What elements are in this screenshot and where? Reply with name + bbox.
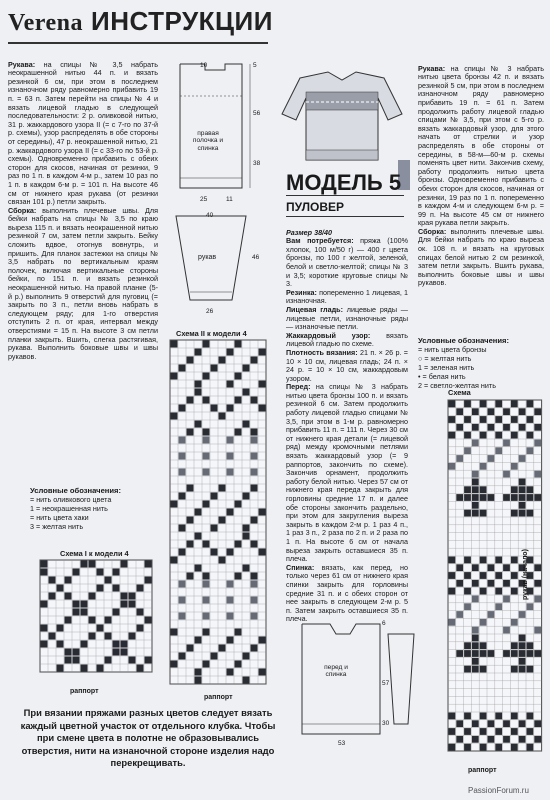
watermark: PassionForum.ru xyxy=(468,786,529,795)
page-header xyxy=(8,6,273,42)
right-text-column xyxy=(418,56,544,328)
size-heading: Размер 38/40 xyxy=(286,227,333,237)
right-legend xyxy=(418,336,544,390)
schema-I-raport-label: раппорт xyxy=(70,688,99,695)
legend-item: = нить цвета хаки xyxy=(30,513,89,522)
dimension-label: 6 xyxy=(382,620,386,627)
front-heading: Перед: xyxy=(286,382,311,392)
back-heading: Спинка: xyxy=(286,562,315,572)
front-piece-label: правая полочка и спинка xyxy=(192,130,224,152)
sborka-paragraph: выполнить плечевые швы. Для бейки набрать на спицы № 3,5 по краю выреза 115 п. и вязать неокрашенной нитью резинкой 7 см, затем петли закрыть. Бейку сложить вдвое, отогнув вовнутрь, и пришить. Для планок застежки на спицы № 3,5 набрать по вертикальным краям полочек, включая вертикальные стороны бейки, по 151 п. и вязать резинкой неокрашенной нитью. На правой планке (5-й р.) выполнить 9 отверстий для пуговиц (= закрыть по 3 п., петли вновь набрать в следующем ряду; для 1-го отверстия отступить 2 п. от края, интервал между отверстиями = 15 п. На высоте 3 см петли планки закрыть. Вшить, слегка растягивая, рукава. Выполнить боковые швы и швы рукавов. xyxy=(8,205,158,361)
dimension-label: 30 xyxy=(382,720,390,727)
dimension-label: 57 xyxy=(382,680,390,687)
legend-item: = нить оливкового цвета xyxy=(30,495,112,504)
legend-item: 3 = желтая нить xyxy=(30,522,84,531)
dimension-label: 46 xyxy=(252,254,260,261)
body-piece-diagram xyxy=(290,614,420,744)
dimension-label: 40 xyxy=(206,212,214,219)
dimension-label: 56 xyxy=(253,110,261,117)
dimension-label: 38 xyxy=(253,160,261,167)
dimension-label: 26 xyxy=(206,308,214,315)
legend-item: 2 = светло-желтая нить xyxy=(418,381,496,390)
dimension-label: 53 xyxy=(338,740,346,747)
sborka-heading: Сборка: xyxy=(418,226,447,236)
sborka-paragraph: выполнить плечевые швы. Для бейки набрать по краю выреза ок. 108 п. и вязать на круговых спицах белой нитью 2 см резинкой, затем петли закрыть. Вшить рукава, выполнить боковые швы и швы рукавов. xyxy=(418,226,544,288)
brand-logo: Verena xyxy=(8,10,83,36)
legend-item: ○ = желтая нить xyxy=(418,354,472,363)
stockinette-heading: Лицевая гладь: xyxy=(286,304,343,314)
legend-title: Условные обозначения: xyxy=(30,486,122,495)
legend-item: = нить цвета бронзы xyxy=(418,345,487,354)
dimension-label: 10 xyxy=(200,62,208,69)
middle-text-column xyxy=(286,220,409,624)
rukava-paragraph: на спицы № 3,5 набрать неокрашенной нитью 44 п. и вязать резинкой 6 см, при этом в последнем изнаночном ряду равномерно прибавить 19 п. = 63 п. Затем перейти на спицы № 4 и вязать лицевой гладью в следующей последовательности: 2 р. оливковой нитью, 31 р. жаккардового узора II (= с 7-го по 37-й р. схемы), узор распределять в обе стороны от середины), 47 р. неокрашенной нитью, 21 р. жаккардового узора II (= с 33-го по 53-й р. схемы). Одновременно прибавить с обеих сторон для скосов, начиная от резинки, 9 раз по 1 п. в каждом 4-м р., затем 10 раз по 1 п. в каждом 6-м р. = 101 п. На высоте 46 см от нижнего края рукава (от резинки связан 101 р.) петли закрыть. xyxy=(8,59,158,207)
model-title-rule xyxy=(286,195,404,196)
model-subtitle-rule xyxy=(286,216,404,217)
page-title: ИНСТРУКЦИИ xyxy=(91,6,273,36)
sleeve-diagram xyxy=(170,208,260,318)
right-schema-label: Схема xyxy=(448,388,471,397)
dimension-label: 25 xyxy=(200,196,208,203)
front-paragraph: на спицы № 3 набрать нитью цвета бронзы 100 п. и вязать резинкой 6 см. Затем продолжить работу лицевой гладью спицами № 3,5, при этом в 1-м р. равномерно прибавить 11 п. = 111 п. Через 30 см от нижнего края детали (= лицевой ряд) между кромочными петлями вязать жаккардовый узор (= 9 раппортов, закончить по схеме). Закончив орнамент, продолжить работу белой нитью. Через 57 см от нижнего края переда закрыть для горловины средние 17 п. и далее обе стороны закончить раздельно, при этом для закругления выреза закрыть в каждом 2-м р. 1 раз 4 п., 1 раз 3 п., 2 раза по 2 п. и 2 раза по 1 п. На высоте 6 см от начала выреза закрыть оставшиеся 35 п. плеча. xyxy=(286,382,408,564)
model-title: МОДЕЛЬ 5 xyxy=(286,170,402,195)
model-subtitle: ПУЛОВЕР xyxy=(286,200,345,214)
sweater-illustration xyxy=(280,64,405,164)
rib-paragraph: попеременно 1 лицевая, 1 изнаночная. xyxy=(286,287,408,306)
gauge-paragraph: 21 п. × 26 р. = 10 × 10 см, лицевая гладь; 24 п. × 24 р. = 10 × 10 см, жаккардовым узором. xyxy=(286,347,409,383)
knitting-note: При вязании пряжами разных цветов следует вязать каждый цветной участок от отдельного клубка. Чтобы при смене цвета в полотне не образовывались отверстия, нити на изнаночной стороне изделия надо перекрещивать. xyxy=(20,707,276,768)
schema-II-raport-label: раппорт xyxy=(204,694,233,701)
stockinette-paragraph: лицевые ряды — лицевые петли, изнаночные ряды — изнаночные петли. xyxy=(286,304,408,332)
materials-heading: Вам потребуется: xyxy=(286,236,354,246)
materials-paragraph: пряжа (100% хлопок, 100 м/50 г) — 400 г цвета бронзы, по 100 г желтой, зеленой, белой и светло-желтой; спицы № 3 и 3,5; короткие круговые спицы № 3. xyxy=(286,236,408,289)
jacquard-paragraph: вязать лицевой гладью по схеме. xyxy=(286,330,408,349)
schema-I-grid xyxy=(40,560,160,680)
legend-title: Условные обозначения: xyxy=(418,336,510,345)
dimension-label: 11 xyxy=(226,196,233,203)
rukava-paragraph: на спицы № 3 набрать нитью цвета бронзы 42 п. и вязать резинкой 5 см, при этом в последнем изнаночном ряду равномерно прибавить 19 п. = 61 п. Затем продолжить работу лицевой гладью спицами № 3,5, при этом с 5-го р. вязать жаккардовый узор, для этого начать от стрелки и узор распределять в обе стороны от середины, в 58-м—60-м р. схемы поменять цвет нити. Закончив схему, работу продолжить нитью цвета бронзы. Одновременно прибавить с обеих сторон для скосов, начиная от резинки, 19 раз по 1 п. попеременно в каждом 4-м и следующем 6-м р. = 99 п. На высоте 45 см от нижнего края рукава петли закрыть. xyxy=(418,63,544,228)
right-schema-raport-label: раппорт xyxy=(468,767,497,774)
legend-item: • = белая нить xyxy=(418,372,466,381)
jacquard-heading: Жаккардовый узор: xyxy=(286,330,371,340)
rib-heading: Резинка: xyxy=(286,287,317,297)
front-piece-diagram xyxy=(170,56,260,196)
header-rule xyxy=(8,42,268,44)
sborka-heading: Сборка: xyxy=(8,205,37,215)
left-legend xyxy=(30,486,170,531)
back-paragraph: вязать, как перед, но только через 61 см от нижнего края спинки закрыть для горловины средние 31 п. и с обеих сторон от нее закрыть в следующем 2-м р. 5 п. Затем закрыть оставшиеся 35 п. плеча. xyxy=(286,562,408,624)
rukava-heading: Рукава: xyxy=(418,63,446,73)
schema-II-grid xyxy=(170,340,270,690)
legend-item: 1 = зеленая нить xyxy=(418,363,475,372)
body-piece-label: перед и спинка xyxy=(324,664,348,679)
rukava-heading: Рукава: xyxy=(8,59,36,69)
gauge-heading: Плотность вязания: xyxy=(286,347,358,357)
schema-I-label: Схема I к модели 4 xyxy=(60,549,129,558)
left-text-column xyxy=(8,52,158,477)
dimension-label: 5 xyxy=(253,62,257,69)
legend-item: 1 = неокрашенная нить xyxy=(30,504,108,513)
sleeve-label: рукав xyxy=(198,254,217,261)
schema-II-label: Схема II к модели 4 xyxy=(176,329,247,338)
sleeve-start-label: рукав (начало) xyxy=(522,549,529,600)
